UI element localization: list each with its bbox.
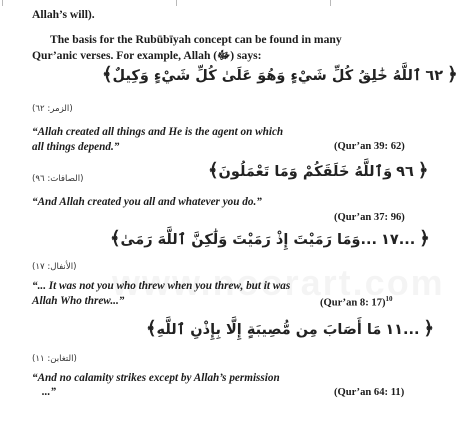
table-edge-cell xyxy=(330,0,381,6)
verse-4-reference: (Qur’an 64: 11) xyxy=(334,387,405,398)
verse-1-translation-1: “Allah created all things and He is the agent on which xyxy=(32,126,284,138)
intro-line-1: The basis for the Rubūbīyah concept can be found in many xyxy=(50,33,342,46)
verse-3-number: ١٧ xyxy=(380,232,399,248)
table-edge-cell xyxy=(2,0,43,6)
verse-1-arabic-block xyxy=(102,64,458,90)
verse-open-bracket: ﴾ xyxy=(102,64,113,85)
verse-3-reference xyxy=(320,295,393,309)
verse-4-arabic-ref: (التغابن: ١١) xyxy=(32,354,77,364)
verse-1-arabic-ref: (الزمر: ٦٢) xyxy=(32,104,73,114)
verse-close-bracket: ﴿ xyxy=(419,228,430,249)
verse-4-number: ١١ xyxy=(385,322,404,338)
verse-2-arabic-ref: (الصافات: ٩٦) xyxy=(32,174,84,184)
verse-4-arabic: مَا أَصَابَ مِن مُّصِيبَةٍ إِلَّا بِإِذْنِ ٱللَّهِ... xyxy=(156,322,420,338)
verse-open-bracket: ﴾ xyxy=(146,318,157,339)
verse-3-translation-1: “... It was not you who threw when you threw, but it was xyxy=(32,280,291,292)
table-edge-cell xyxy=(176,0,237,6)
top-table-edge xyxy=(0,0,430,7)
verse-1-reference: (Qur’an 39: 62) xyxy=(334,141,405,152)
intro-line-2: Qur’anic verses. For example, Allah (ﷻ) says: xyxy=(32,49,262,62)
verse-open-bracket: ﴾ xyxy=(208,160,219,181)
verse-open-bracket: ﴾ xyxy=(110,228,121,249)
verse-close-bracket: ﴿ xyxy=(417,160,429,181)
verse-2-arabic: وَٱللَّهُ خَلَقَكُمْ وَمَا تَعْمَلُونَ xyxy=(218,164,393,180)
verse-2-translation-1: “And Allah created you all and whatever you do.” xyxy=(32,196,262,208)
verse-2-reference: (Qur’an 37: 96) xyxy=(334,212,405,223)
verse-3-reference-text: (Qur’an 8: 17) xyxy=(320,297,386,309)
verse-1-translation-2: all things depend.” xyxy=(32,141,120,153)
verse-2-number: ٩٦ xyxy=(396,164,414,180)
verse-1-number: ٦٢ xyxy=(425,68,444,84)
verse-close-bracket: ﴿ xyxy=(423,318,435,339)
verse-4-translation-1: “And no calamity strikes except by Allah’s permission xyxy=(32,372,280,384)
verse-4-arabic-block xyxy=(146,318,435,344)
verse-2-arabic-block xyxy=(208,160,429,186)
verse-3-arabic-ref: (الأنفال: ١٧) xyxy=(32,262,77,272)
footnote-marker: 10 xyxy=(385,295,393,303)
verse-close-bracket: ﴿ xyxy=(447,64,458,85)
verse-4-translation-2: ...” xyxy=(42,386,56,398)
fragment-text: Allah’s will). xyxy=(32,8,95,21)
verse-3-translation-2: Allah Who threw...” xyxy=(32,295,125,307)
verse-1-arabic: ٱللَّهُ خَٰلِقُ كُلِّ شَيْءٍ وَهُوَ عَلَىٰ كُلِّ شَيْءٍ وَكِيلٌ xyxy=(112,68,422,84)
verse-3-arabic-block xyxy=(110,228,430,254)
verse-3-arabic: ...وَمَا رَمَيْتَ إِذْ رَمَيْتَ وَلَٰكِنَّ ٱللَّهَ رَمَىٰ... xyxy=(120,232,416,248)
